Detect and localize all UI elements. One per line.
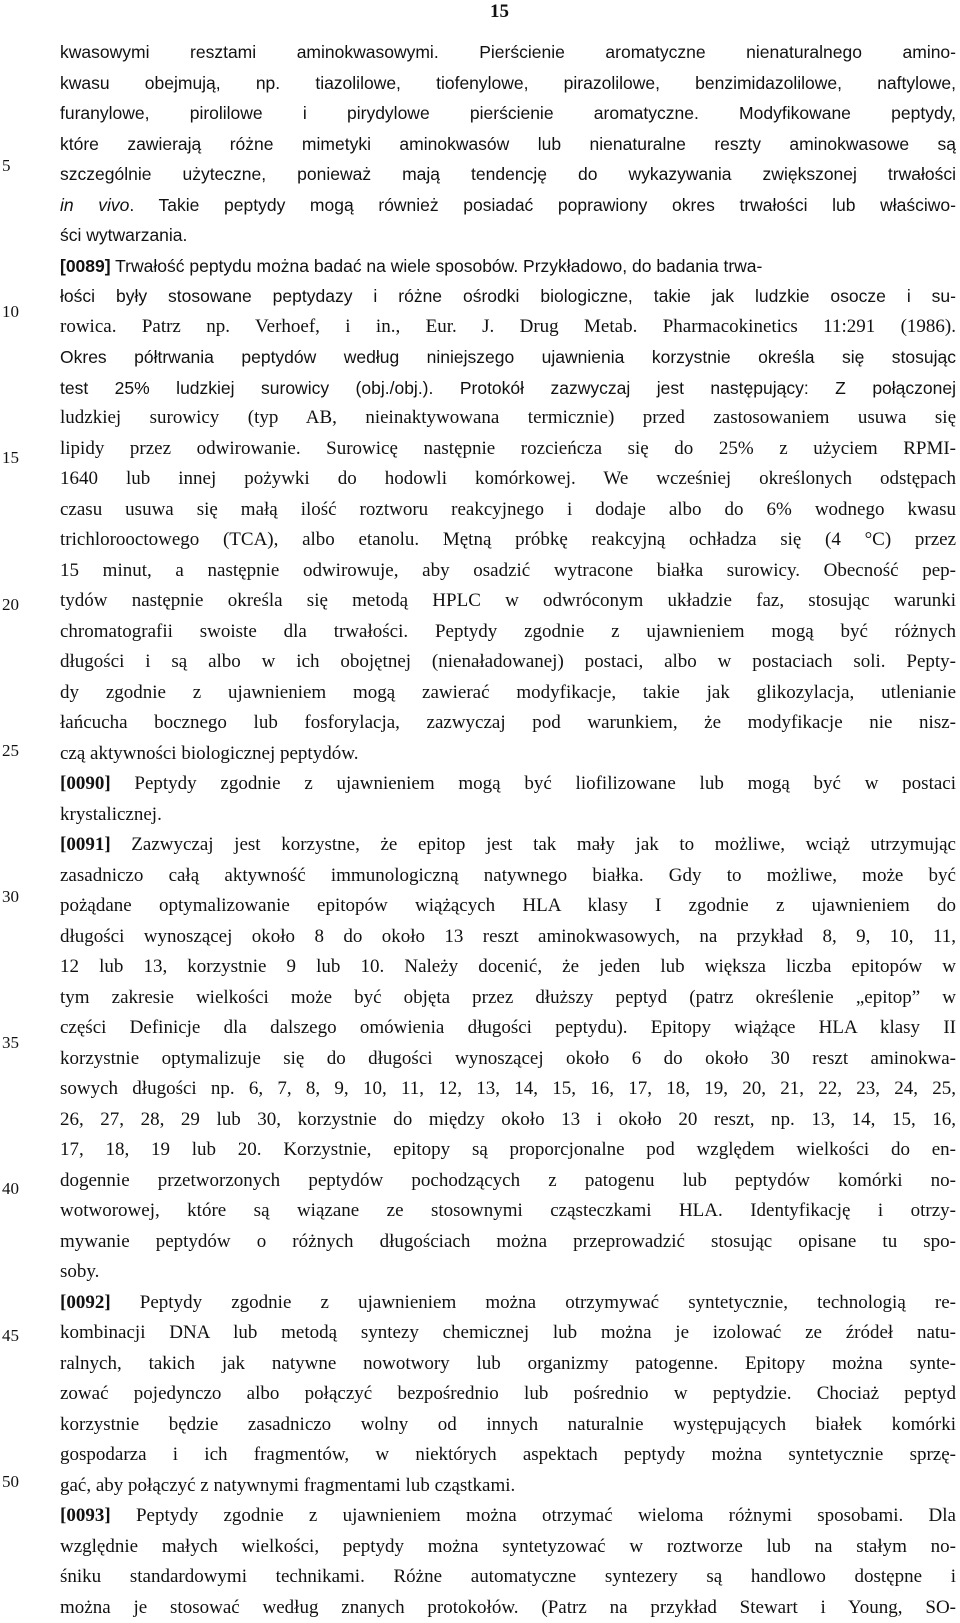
- line-text: łańcucha bocznego lub fosforylacja, zazwyczaj pod warunkiem, że modyfikacje nie nisz-: [60, 712, 956, 733]
- line-text: Peptydy zgodnie z ujawnieniem mogą być liofilizowane lub mogą być w postaci: [111, 773, 956, 794]
- line-text: krystalicznej.: [60, 804, 162, 825]
- line-text: długości i są albo w ich obojętnej (nienaładowanej) postaci, albo w postaciach soli. Pepty-: [60, 651, 956, 672]
- line-text: zasadniczo całą aktywność immunologiczną natywnego białka. Gdy to możliwe, może być: [60, 865, 956, 886]
- text-line: [60, 983, 956, 1014]
- line-text: części Definicje dla dalszego omówienia długości peptydu). Epitopy wiążące HLA klasy II: [60, 1017, 956, 1038]
- text-line: [60, 1257, 956, 1288]
- margin-line-number: 10: [2, 302, 19, 322]
- line-text: furanylowe, pirolilowe i pirydylowe pierścienie aromatyczne. Modyfikowane peptydy,: [60, 103, 956, 123]
- line-text: korzystnie będzie zasadniczo wolny od innych naturalnie występujących białek komórki: [60, 1414, 956, 1435]
- text-line: [60, 1410, 956, 1441]
- text-line: [60, 1105, 956, 1136]
- line-text: dogennie przetworzonych peptydów pochodzących z patogenu lub peptydów komórki no-: [60, 1170, 956, 1191]
- text-line: [60, 617, 956, 648]
- margin-line-number: 50: [2, 1472, 19, 1492]
- line-text: czą aktywności biologicznej peptydów.: [60, 743, 358, 764]
- line-text: lipidy przez odwirowanie. Surowicę następnie rozcieńcza się do 25% z użyciem RPMI-: [60, 438, 956, 459]
- text-line: [60, 861, 956, 892]
- line-text: długości wynoszącej około 8 do około 13 reszt aminokwasowych, na przykład 8, 9, 10, 11,: [60, 926, 956, 947]
- line-text: 12 lub 13, korzystnie 9 lub 10. Należy docenić, że jeden lub większa liczba epitopów w: [60, 956, 956, 977]
- text-line: [60, 525, 956, 556]
- text-line: [60, 708, 956, 739]
- line-text: ralnych, takich jak natywne nowotwory lub organizmy patogenne. Epitopy można synte-: [60, 1353, 956, 1374]
- text-line: [60, 312, 956, 343]
- margin-line-number: 25: [2, 741, 19, 761]
- line-text: Peptydy zgodnie z ujawnieniem można otrzymać wieloma różnymi sposobami. Dla: [111, 1505, 956, 1526]
- line-text: tydów następnie określa się metodą HPLC w odwróconym układzie faz, stosując warunki: [60, 590, 956, 611]
- text-line: [60, 1440, 956, 1471]
- text-line: [60, 464, 956, 495]
- text-line: [60, 1471, 956, 1502]
- line-text: względnie małych wielkości, peptydy można syntetyzować w roztworze lub na stałym no-: [60, 1536, 956, 1557]
- text-line: [60, 952, 956, 983]
- text-line: [60, 1135, 956, 1166]
- text-line: [60, 342, 956, 373]
- line-text: tym zakresie wielkości może być objęta przez dłuższy peptyd (patrz określenie „epitop” w: [60, 987, 956, 1008]
- line-text: chromatografii swoiste dla trwałości. Peptydy zgodnie z ujawnieniem mogą być różnych: [60, 621, 956, 642]
- text-line: [60, 1074, 956, 1105]
- text-line: [60, 739, 956, 770]
- text-line: [60, 1562, 956, 1593]
- text-line: [60, 220, 956, 251]
- line-text: zować pojedynczo albo połączyć bezpośrednio lub pośrednio w peptydzie. Chociaż peptyd: [60, 1383, 956, 1404]
- margin-line-number: 30: [2, 887, 19, 907]
- text-line: [60, 891, 956, 922]
- line-text: śniku standardowymi technikami. Różne automatyczne syntezery są handlowo dostępne i: [60, 1566, 956, 1587]
- text-line: [60, 190, 956, 221]
- paragraph-number: [0091]: [60, 834, 111, 855]
- line-text: Okres półtrwania peptydów według niniejszego ujawnienia korzystnie określa się stosując: [60, 347, 956, 367]
- line-text: ści wytwarzania.: [60, 225, 187, 245]
- margin-line-number: 20: [2, 595, 19, 615]
- line-text: Peptydy zgodnie z ujawnieniem można otrzymywać syntetycznie, technologią re-: [111, 1292, 956, 1313]
- text-line: [60, 1196, 956, 1227]
- text-line: [60, 830, 956, 861]
- margin-line-number: 45: [2, 1326, 19, 1346]
- line-text: kombinacji DNA lub metodą syntezy chemicznej lub można je izolować ze źródeł natu-: [60, 1322, 956, 1343]
- line-text: kwasu obejmują, np. tiazolilowe, tiofenylowe, pirazolilowe, benzimidazolilowe, naftylowe,: [60, 73, 956, 93]
- line-text: trichlorooctowego (TCA), albo etanolu. Mętną próbkę reakcyjną ochładza się (4 °C) przez: [60, 529, 956, 550]
- line-text: soby.: [60, 1261, 99, 1282]
- paragraph-number: [0089]: [60, 256, 111, 276]
- text-line: [60, 68, 956, 99]
- margin-line-number: 5: [2, 156, 11, 176]
- line-numbers: [0, 0, 50, 1511]
- line-text: 17, 18, 19 lub 20. Korzystnie, epitopy są proporcjonalne pod względem wielkości do en-: [60, 1139, 956, 1160]
- text-line: [60, 1166, 956, 1197]
- line-text: 15 minut, a następnie odwirowuje, aby osadzić wytracone białka surowicy. Obecność pep-: [60, 560, 956, 581]
- line-text: można je stosować według znanych protokołów. (Patrz na przykład Stewart i Young, SO-: [60, 1597, 956, 1618]
- text-line: [60, 1318, 956, 1349]
- margin-line-number: 15: [2, 448, 19, 468]
- text-line: [60, 373, 956, 404]
- text-line: [60, 129, 956, 160]
- text-line: [60, 37, 956, 68]
- line-text: gospodarza i ich fragmentów, w niektórych aspektach peptydy można syntetycznie sprzę-: [60, 1444, 956, 1465]
- text-line: [60, 495, 956, 526]
- text-line: [60, 586, 956, 617]
- line-text: gać, aby połączyć z natywnymi fragmentami lub cząstkami.: [60, 1475, 515, 1496]
- paragraph-number: [0092]: [60, 1292, 111, 1313]
- text-line: [60, 1013, 956, 1044]
- line-text: szczególnie użyteczne, ponieważ mają tendencję do wykazywania zwiększonej trwałości: [60, 164, 956, 184]
- line-text: mywanie peptydów o różnych długościach można przeprowadzić stosując opisane tu spo-: [60, 1231, 956, 1252]
- text-line: [60, 1501, 956, 1532]
- text-line: [60, 159, 956, 190]
- line-text: dy zgodnie z ujawnieniem mogą zawierać modyfikacje, takie jak glikozylacja, utlenianie: [60, 682, 956, 703]
- line-text: korzystnie optymalizuje się do długości wynoszącej około 6 do około 30 reszt aminokwa-: [60, 1048, 956, 1069]
- text-line: [60, 556, 956, 587]
- paragraph-number: [0090]: [60, 773, 111, 794]
- line-text: wotworowej, które są wiązane ze stosownymi cząsteczkami HLA. Identyfikację i otrzy-: [60, 1200, 956, 1221]
- body-text: [60, 37, 956, 1623]
- text-line: [60, 98, 956, 129]
- text-line: [60, 800, 956, 831]
- line-text: które zawierają różne mimetyki aminokwasów lub nienaturalne reszty aminokwasowe są: [60, 134, 956, 154]
- text-line: [60, 1288, 956, 1319]
- text-line: [60, 281, 956, 312]
- text-line: [60, 922, 956, 953]
- line-text: sowych długości np. 6, 7, 8, 9, 10, 11, 12, 13, 14, 15, 16, 17, 18, 19, 20, 21, 22, 23, 24, 25,: [60, 1078, 956, 1099]
- text-line: [60, 1227, 956, 1258]
- text-line: [60, 1044, 956, 1075]
- text-line: [60, 647, 956, 678]
- text-line: [60, 1532, 956, 1563]
- line-text: pożądane optymalizowanie epitopów wiążących HLA klasy I zgodnie z ujawnieniem do: [60, 895, 956, 916]
- margin-line-number: 35: [2, 1033, 19, 1053]
- line-text: czasu usuwa się małą ilość roztworu reakcyjnego i dodaje albo do 6% wodnego kwasu: [60, 499, 956, 520]
- text-line: [60, 1349, 956, 1380]
- line-text: 26, 27, 28, 29 lub 30, korzystnie do między około 13 i około 20 reszt, np. 13, 14, 15, 16,: [60, 1109, 956, 1130]
- text-line: [60, 1593, 956, 1623]
- paragraph-number: [0093]: [60, 1505, 111, 1526]
- line-text: rowica. Patrz np. Verhoef, i in., Eur. J. Drug Metab. Pharmacokinetics 11:291 (1986).: [60, 316, 956, 337]
- line-text: kwasowymi resztami aminokwasowymi. Pierścienie aromatyczne nienaturalnego amino-: [60, 42, 956, 62]
- line-text: 1640 lub innej pożywki do hodowli komórkowej. We wcześniej określonych odstępach: [60, 468, 956, 489]
- italic-text: in vivo: [60, 195, 129, 215]
- line-text: łości były stosowane peptydazy i różne ośrodki biologiczne, takie jak ludzkie osocze i su-: [60, 286, 956, 306]
- line-text: ludzkiej surowicy (typ AB, nieinaktywowana termicznie) przed zastosowaniem usuwa się: [60, 407, 956, 428]
- text-line: [60, 251, 956, 282]
- margin-line-number: 40: [2, 1179, 19, 1199]
- text-line: [60, 769, 956, 800]
- line-text: Trwałość peptydu można badać na wiele sposobów. Przykładowo, do badania trwa-: [111, 256, 763, 276]
- line-text: . Takie peptydy mogą również posiadać poprawiony okres trwałości lub właściwo-: [129, 195, 956, 215]
- line-text: test 25% ludzkiej surowicy (obj./obj.). Protokół zazwyczaj jest następujący: Z połączonej: [60, 378, 956, 398]
- text-line: [60, 403, 956, 434]
- line-text: Zazwyczaj jest korzystne, że epitop jest tak mały jak to możliwe, wciąż utrzymując: [111, 834, 956, 855]
- page-number: 15: [490, 0, 509, 24]
- text-line: [60, 678, 956, 709]
- text-line: [60, 434, 956, 465]
- text-line: [60, 1379, 956, 1410]
